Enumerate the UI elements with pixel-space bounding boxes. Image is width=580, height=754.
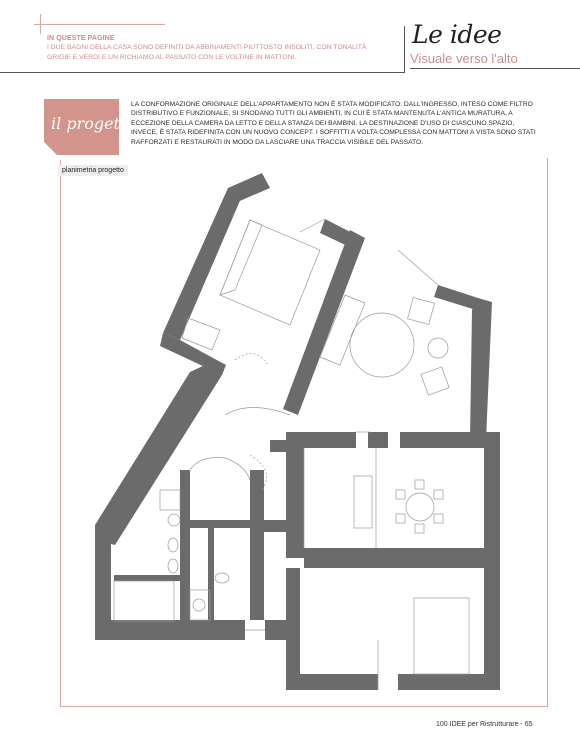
plan-round-table — [350, 313, 414, 377]
project-tag-label: il progetto — [51, 114, 137, 133]
plan-wall — [368, 432, 388, 448]
plan-wall — [434, 285, 478, 310]
plan-side-table — [428, 338, 448, 358]
plan-wall — [208, 528, 214, 620]
plan-armchair — [421, 367, 449, 395]
plan-dining-table — [406, 493, 434, 521]
plan-wall — [114, 575, 184, 581]
plan-wall — [95, 620, 245, 640]
plan-cabinet — [114, 581, 174, 621]
plan-wall — [283, 230, 365, 415]
plan-wall — [163, 188, 242, 340]
plan-wall — [95, 365, 222, 545]
plan-chair — [434, 514, 443, 523]
plan-wall — [286, 448, 304, 558]
plan-shower — [160, 490, 180, 510]
plan-bidet — [168, 538, 178, 552]
plan-corridor-curve — [190, 458, 250, 481]
plan-counter — [414, 598, 469, 674]
plan-toilet — [168, 559, 178, 573]
plan-sink — [168, 514, 180, 526]
plan-line — [398, 250, 438, 285]
section-subtitle: Visuale verso l'alto — [410, 51, 518, 66]
plan-toilet — [215, 573, 229, 583]
plan-armchair — [408, 298, 435, 325]
plan-bed — [220, 220, 320, 325]
plan-wall — [470, 432, 500, 448]
plan-wall — [250, 470, 264, 620]
kicker: IN QUESTE PAGINE — [47, 35, 115, 42]
plan-sideboard — [354, 476, 372, 528]
plan-wall — [265, 620, 286, 640]
plan-wall — [484, 568, 500, 690]
plan-wall — [270, 440, 286, 452]
plan-wall — [180, 470, 190, 620]
plan-chair — [434, 490, 443, 499]
plan-chair — [396, 514, 405, 523]
plan-wall — [470, 298, 492, 440]
plan-chair — [396, 490, 405, 499]
page-footer: 100 IDEE per Ristrutturare - 65 — [436, 721, 533, 728]
plan-door-arc — [235, 354, 268, 365]
plan-wall — [304, 548, 500, 568]
section-title: Le idee — [412, 20, 502, 49]
intro-text: I DUE BAGNI DELLA CASA SONO DEFINITI DA ABBINAMENTI PIUTTOSTO INSOLITI, CON TONALITÀ GRIGIE E VERDI E UN RICHIAMO AL PASSATO CON LE VOLTINE IN MATTONI. — [47, 44, 367, 61]
plan-wall — [286, 568, 300, 690]
plan-wall — [190, 520, 250, 528]
plan-wall — [264, 520, 286, 532]
plan-chair — [415, 480, 424, 489]
plan-wall — [286, 674, 378, 690]
plan-sink — [193, 599, 205, 611]
plan-wall — [400, 432, 470, 448]
plan-door-arc — [225, 408, 290, 416]
plan-wall — [398, 674, 500, 690]
plan-label: planimetria progetto — [58, 165, 128, 176]
plan-chair — [415, 524, 424, 533]
project-description: LA CONFORMAZIONE ORIGINALE DELL'APPARTAMENTO NON È STATA MODIFICATO: DALL'INGRESSO, INTESO COME FILTRO DISTRIBUTIVO E FUNZIONALE, SI SNODANO TUTTI GLI AMBIENTI, IN CUI È STATA MANTENUTA L'ANTICA MURATURA, A ECCEZIONE DELLA CAMERA DA LETTO E DELLA STANZA DEI BAMBINI. LA DESTINAZIONE D'USO DI CIASCUNO SPAZIO, INVECE, È STATA RIDEFINITA CON UN NUOVO CONCEPT. I SOFFITTI A VOLTA COMPLESSA CON MATTONI A VISTA SONO STATI RAFFORZATI E RESTAURATI IN MODO DA LASCIARE UNA TRACCIA VISIBILE DEL PASSATO. — [131, 101, 536, 146]
plan-wall — [286, 432, 356, 448]
